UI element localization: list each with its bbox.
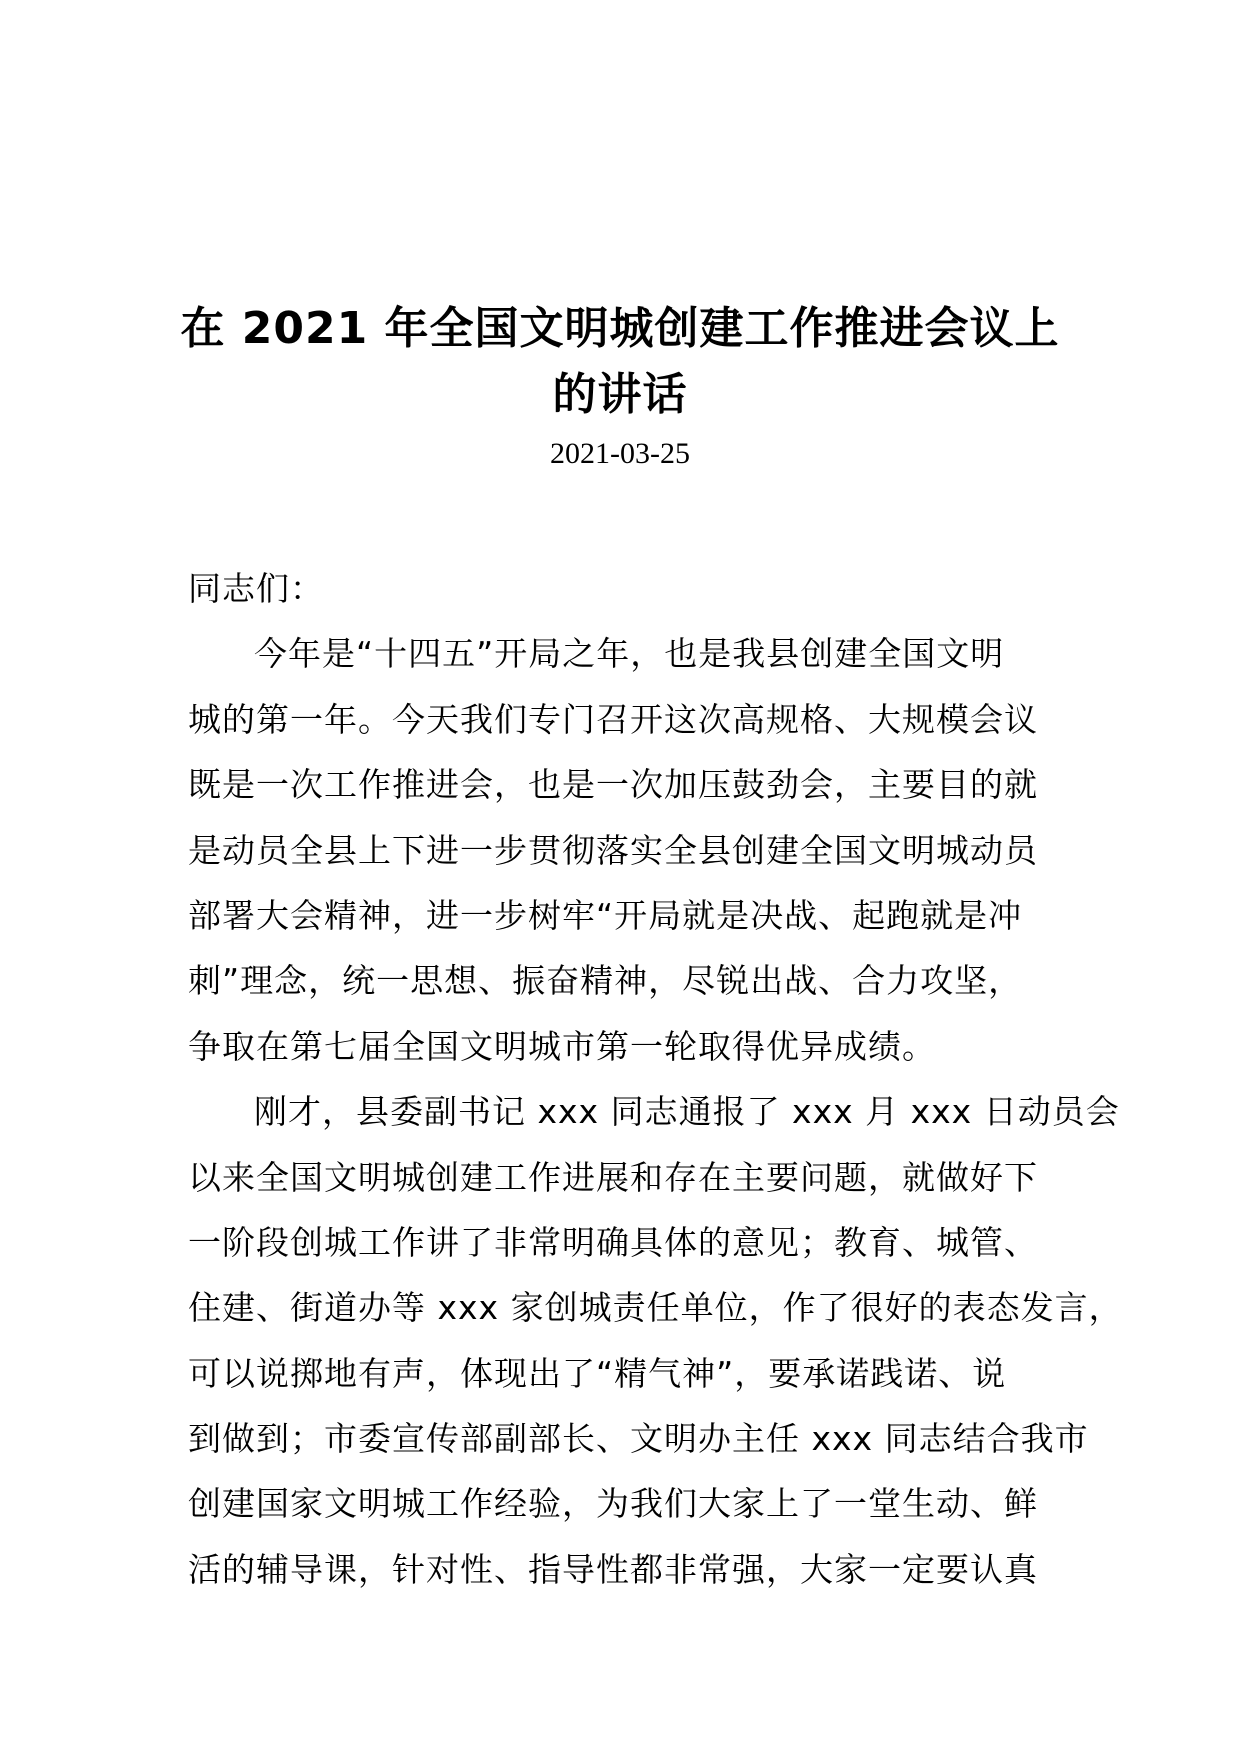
document-body [188, 556, 1123, 1602]
paragraph-2-line: 住建、街道办等 xxx 家创城责任单位，作了很好的表态发言， [188, 1288, 1123, 1328]
paragraph-2-line: 以来全国文明城创建工作进展和存在主要问题，就做好下 [188, 1157, 1038, 1197]
paragraph-2-line: 可以说掷地有声，体现出了“精气神”，要承诺践诺、说 [188, 1353, 1007, 1393]
paragraph-2-line: 活的辅导课，针对性、指导性都非常强，大家一定要认真 [188, 1549, 1038, 1589]
document-date: 2021-03-25 [550, 437, 690, 470]
paragraph-2-line: 创建国家文明城工作经验，为我们大家上了一堂生动、鲜 [188, 1484, 1038, 1524]
paragraph-2-line: 到做到；市委宣传部副部长、文明办主任 xxx 同志结合我市 [188, 1419, 1089, 1459]
document-title-line-1: 在 2021 年全国文明城创建工作推进会议上 [180, 303, 1060, 354]
paragraph-1-line: 今年是“十四五”开局之年，也是我县创建全国文明 [254, 634, 1005, 674]
paragraph-2-line: 一阶段创城工作讲了非常明确具体的意见；教育、城管、 [188, 1222, 1038, 1262]
salutation-line: 同志们： [188, 569, 324, 608]
paragraph-1-line: 刺”理念，统一思想、振奋精神，尽锐出战、合力攻坚， [188, 961, 1023, 1001]
paragraph-1-line: 争取在第七届全国文明城市第一轮取得优异成绩。 [188, 1026, 936, 1066]
paragraph-1-line: 是动员全县上下进一步贯彻落实全县创建全国文明城动员 [188, 830, 1038, 870]
document-title-line-2: 的讲话 [552, 369, 688, 420]
paragraph-1-line: 既是一次工作推进会，也是一次加压鼓劲会，主要目的就 [188, 765, 1038, 805]
paragraph-2-line: 刚才，县委副书记 xxx 同志通报了 xxx 月 xxx 日动员会 [254, 1092, 1120, 1132]
paragraph-1-line: 城的第一年。今天我们专门召开这次高规格、大规模会议 [188, 699, 1038, 739]
paragraph-1-line: 部署大会精神，进一步树牢“开局就是决战、起跑就是冲 [188, 895, 1023, 935]
